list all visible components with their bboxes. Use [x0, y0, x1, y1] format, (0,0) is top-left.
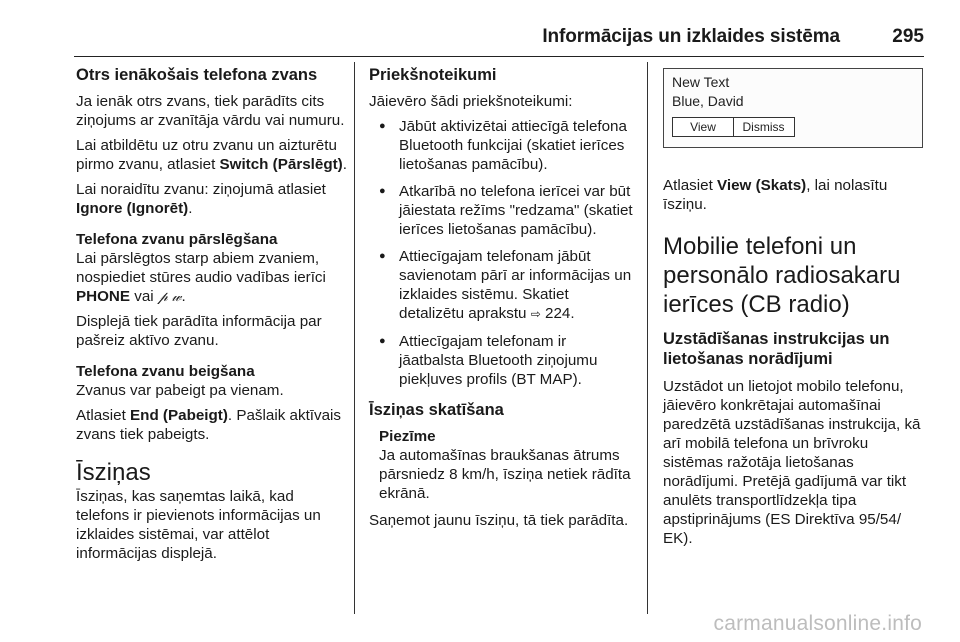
- page-number: 295: [892, 26, 924, 47]
- paragraph: Zvanus var pabeigt pa vienam.: [76, 382, 284, 399]
- paragraph: [663, 176, 927, 214]
- prerequisites-list: [369, 117, 633, 389]
- paragraph: [76, 180, 348, 218]
- note-text: Ja automašīnas braukšanas ātrums pārsniedz 8 km/h, īsziņa netiek rādīta ekrānā.: [379, 447, 631, 502]
- paragraph: [76, 406, 348, 444]
- screen-title: New Text: [672, 74, 730, 90]
- section-heading-installation: Uzstādīšanas instrukcijas un lietošanas norādījumi: [663, 330, 890, 368]
- section-title-text-messages: Īsziņas: [76, 459, 151, 486]
- watermark: carmanualsonline.info: [713, 612, 922, 635]
- text: 224.: [540, 305, 575, 322]
- list-item: [369, 247, 633, 324]
- end-label: End (Pabeigt): [130, 407, 228, 424]
- section-heading-prerequisites: Priekšnoteikumi: [369, 66, 497, 84]
- subheading-ending-calls: Telefona zvanu beigšana: [76, 363, 255, 380]
- column-divider-right: [647, 62, 648, 614]
- text: Atlasiet: [663, 177, 718, 194]
- paragraph: [76, 249, 348, 306]
- section-heading-second-call: Otrs ienākošais telefona zvans: [76, 66, 318, 84]
- column-1: [76, 64, 348, 569]
- text: . Pašlaik aktīvais zvans tiek pabeigts.: [76, 407, 342, 443]
- paragraph: Displejā tiek parādīta informācija par pašreiz aktīvo zvanu.: [76, 313, 322, 349]
- text: .: [342, 156, 347, 173]
- subheading-call-switching: Telefona zvanu pārslēgšana: [76, 231, 278, 248]
- text: .: [188, 200, 193, 217]
- screen-sender: Blue, David: [672, 93, 744, 109]
- switch-label: Switch (Pārslēgt): [219, 156, 343, 173]
- header-divider: [74, 56, 924, 57]
- text: Atlasiet: [76, 407, 131, 424]
- page-header-title: Informācijas un izklaides sistēma: [542, 26, 840, 47]
- ignore-label: Ignore (Ignorēt): [76, 200, 189, 217]
- text: vai: [130, 288, 158, 305]
- column-2: [369, 64, 633, 536]
- text: Attiecīgajam telefonam jābūt savienotam pārī ar informācijas un izklaides sistēmu. Skatiet detalizētu aprakstu: [399, 248, 632, 322]
- dismiss-button[interactable]: Dismiss: [733, 117, 795, 137]
- screen-button-row: [672, 117, 914, 137]
- note-title: Piezīme: [379, 428, 436, 445]
- column-divider-left: [354, 62, 355, 614]
- text: Lai atbildētu uz otru zvanu un aizturētu pirmo zvanu, atlasiet: [76, 137, 337, 173]
- column-3: [663, 64, 927, 554]
- list-item: ● Attiecīgajam telefonam ir jāatbalsta Bluetooth ziņojumu piekļuves profils (BT MAP).: [369, 332, 633, 389]
- paragraph: [76, 136, 348, 174]
- phone-control-icon: 𝓅 𝓌: [157, 288, 182, 304]
- text: , lai nolasītu īsziņu.: [663, 177, 888, 213]
- paragraph: Jāievēro šādi priekšnoteikumi:: [369, 93, 573, 110]
- display-screenshot: [663, 68, 923, 148]
- page-ref-arrow-icon: ⇨: [530, 307, 541, 321]
- paragraph: Saņemot jaunu īsziņu, tā tiek parādīta.: [369, 512, 629, 529]
- list-item: ● Jābūt aktivizētai attiecīgā telefona Bluetooth funkcijai (skatiet ierīces lietošanas pamācību).: [369, 117, 633, 174]
- paragraph: Uzstādot un lietojot mobilo telefonu, jāievēro konkrētajai automašīnai paredzētā uzstādīšanas instrukcija, kā arī mobilā telefona un brīvroku sistēmas ražotāja lietošanas norādījumi. Pretējā gadījumā var tikt anulēts transportlīdzekļa tipa apstiprinājums (ES Direktīva 95/54/ EK).: [663, 378, 921, 547]
- view-label: View (Skats): [717, 177, 807, 194]
- section-title-mobile-phones: Mobilie telefoni un personālo radiosakaru ierīces (CB radio): [663, 233, 901, 318]
- section-heading-viewing-messages: Īsziņas skatīšana: [369, 401, 504, 419]
- text: Lai pārslēgtos starp abiem zvaniem, nospiediet stūres audio vadības ierīci: [76, 250, 326, 286]
- view-button[interactable]: View: [672, 117, 734, 137]
- phone-label: PHONE: [76, 288, 131, 305]
- note: [369, 427, 633, 503]
- paragraph: Ja ienāk otrs zvans, tiek parādīts cits ziņojums ar zvanītāja vārdu vai numuru.: [76, 93, 345, 129]
- paragraph: Īsziņas, kas saņemtas laikā, kad telefons ir pievienots informācijas un izklaides sistēmai, var attēlot informācijas displejā.: [76, 488, 321, 562]
- list-item: ● Atkarībā no telefona ierīcei var būt jāiestata režīms "redzama" (skatiet ierīces lietošanas pamācību).: [369, 182, 633, 239]
- text: .: [181, 288, 186, 305]
- text: Lai noraidītu zvanu: ziņojumā atlasiet: [76, 181, 326, 198]
